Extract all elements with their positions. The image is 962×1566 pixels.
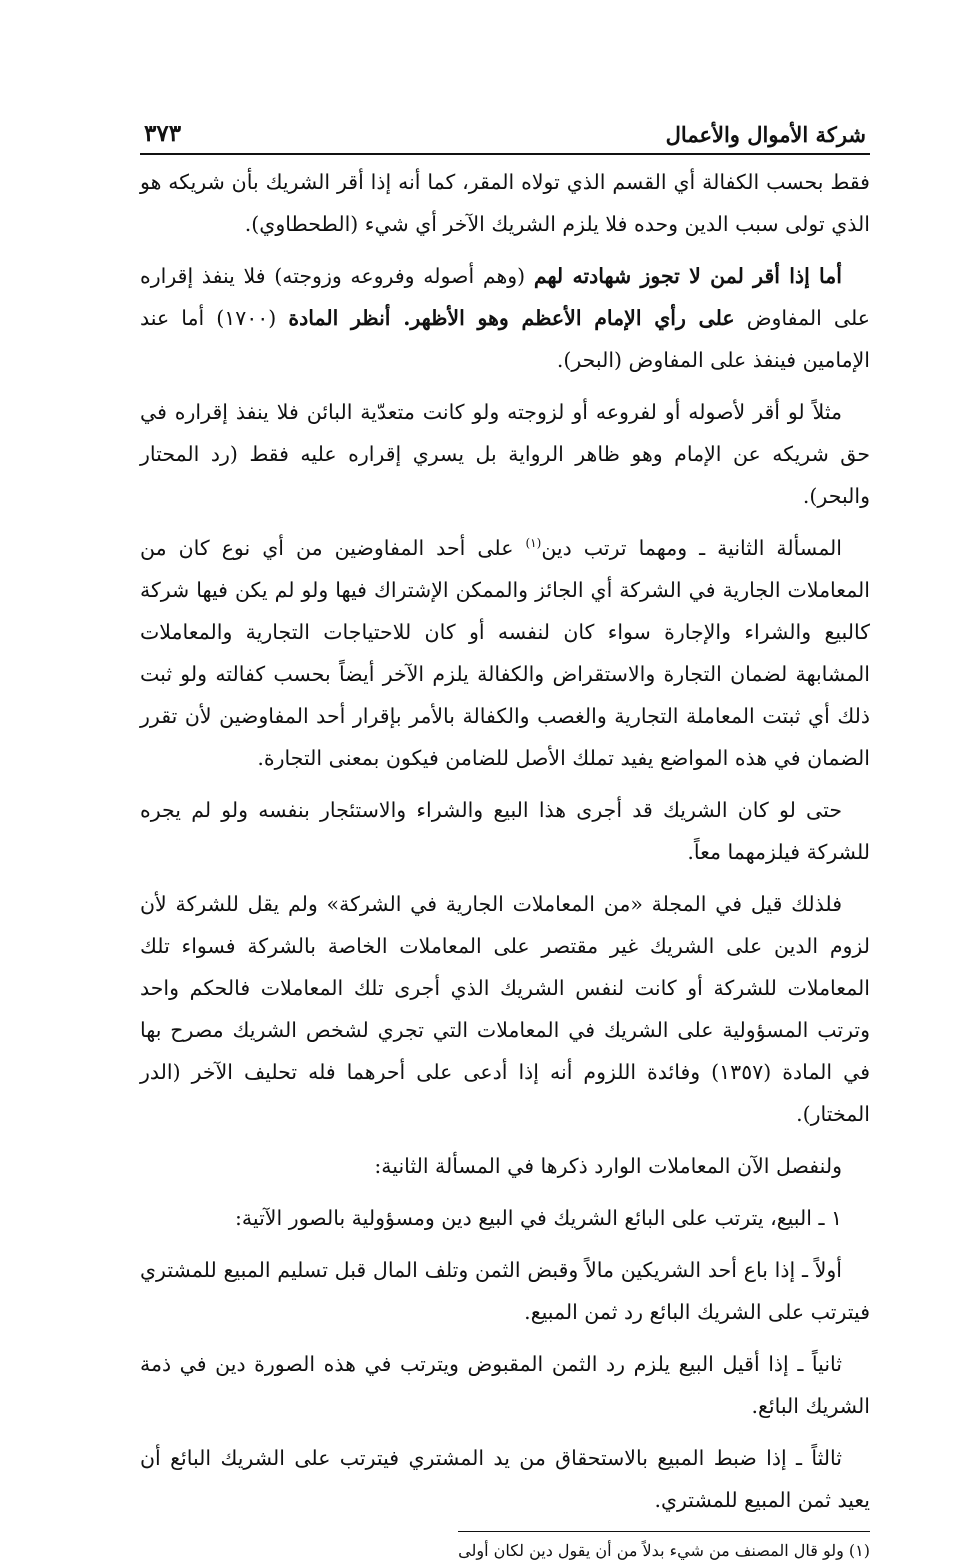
body-text: [140, 155, 870, 1521]
paragraph-2-text-b: (وهم أصوله وفروعه وزوجته) فلا ينفذ إقراره على المفاوض: [140, 264, 871, 330]
page-number: ٣٧٣: [144, 120, 182, 147]
paragraph-10: ثانياً ـ إذا أقيل البيع يلزم رد الثمن المقبوض ويترتب في هذه الصورة دين في ذمة الشريك البائع.: [140, 1352, 870, 1418]
paragraph-11: ثالثاً ـ إذا ضبط المبيع بالاستحقاق من يد المشتري فيترتب على الشريك البائع أن يعيد ثمن المبيع للمشتري.: [140, 1446, 870, 1512]
paragraph-9: أولاً ـ إذا باع أحد الشريكين مالاً وقبض الثمن وتلف المال قبل تسليم المبيع للمشتري فيترتب على الشريك البائع رد ثمن المبيع.: [140, 1258, 870, 1324]
paragraph-2: [140, 255, 870, 381]
paragraph-2-bold-c: على رأي الإمام الأعظم وهو الأظهر. أنظر المادة: [288, 306, 735, 330]
running-title: شركة الأموال والأعمال: [665, 122, 866, 147]
footnote-divider: [458, 1531, 870, 1532]
paragraph-4-text-a: المسألة الثانية ـ ومهما ترتب دين: [541, 536, 842, 560]
footnote-reference: (١): [525, 536, 542, 551]
paragraph-1: فقط بحسب الكفالة أي القسم الذي تولاه المقر، كما أنه إذا أقر الشريك بأن شريكه هو الذي تولى سبب الدين وحده فلا يلزم الشريك الآخر أي شيء (الطحطاوي).: [140, 170, 870, 236]
paragraph-6: فلذلك قيل في المجلة «من المعاملات الجارية في الشركة» ولم يقل للشركة لأن لزوم الدين على الشريك غير مقتصر على المعاملات الخاصة بالشركة فسواء تلك المعاملات للشركة أو كانت لنفس الشريك الذي أجرى تلك المعاملات فالحكم واحد وترتب المسؤولية على الشريك في المعاملات التي تجري لشخص الشريك مصرح بها في المادة (١٣٥٧) وفائدة اللزوم أنه إذا أدعى على أحرهما فله تحليف الآخر (الدر المختار).: [140, 892, 871, 1126]
paragraph-2-text-d: (١٧٠٠) أما عند الإمامين فينفذ على المفاوض (البحر).: [140, 306, 870, 372]
page-header: [140, 120, 870, 155]
footnote: (١) ولو قال المصنف من شيء بدلاً من أن يقول دين لكان أولى: [458, 1541, 870, 1560]
paragraph-5: حتى لو كان الشريك قد أجرى هذا البيع والشراء والاستئجار بنفسه ولو لم يجره للشركة فيلزمهما معاً.: [140, 798, 870, 864]
document-page: [140, 120, 870, 1566]
paragraph-2-bold-a: أما إذا أقر لمن لا تجوز شهادته لهم: [533, 264, 842, 288]
paragraph-4: [140, 527, 870, 779]
paragraph-7: ولنفصل الآن المعاملات الوارد ذكرها في المسألة الثانية:: [374, 1154, 842, 1178]
paragraph-4-text-b: على أحد المفاوضين من أي نوع كان من المعاملات الجارية في الشركة أي الجائز والممكن الإشتراك فيها ولو لم يكن فيها شركة كالبيع والشراء والإجارة سواء كان لنفسه أو كان للاحتياجات التجارية والمعاملات المشابهة لضمان التجارة والاستقراض والكفالة يلزم الآخر أيضاً بحسب كفالته ولو ثبت ذلك أي ثبتت المعاملة التجارية والغصب والكفالة بالأمر بإقرار أحد المفاوضين لأن تقرر الضمان في هذه المواضع يفيد تملك الأصل للضامن فيكون بمعنى التجارة.: [140, 536, 870, 770]
paragraph-3: مثلاً لو أقر لأصوله أو لفروعه أو لزوجته ولو كانت متعدّية البائن فلا ينفذ إقراره في حق شريكه عن الإمام وهو ظاهر الرواية بل يسري إقراره عليه فقط (رد المحتار والبحر).: [140, 400, 870, 508]
paragraph-8: ١ ـ البيع، يترتب على البائع الشريك في البيع دين ومسؤولية بالصور الآتية:: [235, 1206, 842, 1230]
